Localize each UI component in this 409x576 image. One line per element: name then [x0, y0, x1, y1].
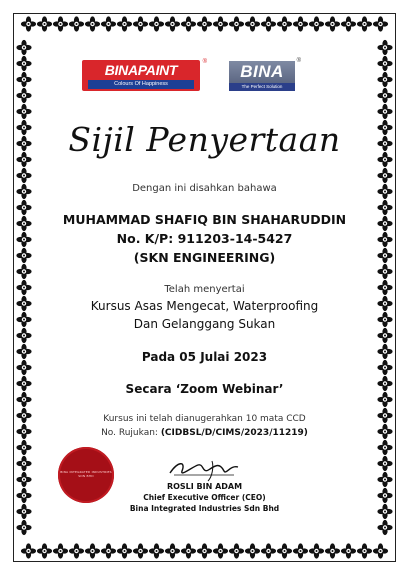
certificate-title: Sijil Penyertaan	[68, 120, 341, 159]
bina-registered-mark: ®	[296, 58, 301, 64]
signatory-company: Bina Integrated Industries Sdn Bhd	[129, 504, 280, 513]
signature-mark	[164, 455, 244, 483]
binapaint-logo	[82, 59, 207, 91]
recipient-name: MUHAMMAD SHAFIQ BIN SHAHARUDDIN	[62, 212, 347, 227]
binapaint-tagline: Colours Of Happiness	[88, 80, 194, 89]
recipient-organisation: (SKN ENGINEERING)	[133, 250, 276, 265]
recipient-id: No. K/P: 911203-14-5427	[116, 231, 293, 246]
seal-text: BINA INTEGRATED INDUSTRIES SDN BHD	[60, 470, 112, 478]
ccd-points-line: Kursus ini telah dianugerahkan 10 mata CCD	[103, 414, 306, 424]
certify-line: Dengan ini disahkan bahawa	[132, 183, 277, 194]
reference-number: (CIDBSL/D/CIMS/2023/11219)	[160, 428, 308, 438]
reference-label: No. Rujukan:	[101, 428, 161, 438]
logo-row	[0, 60, 409, 94]
binapaint-wordmark: BINAPAINT	[104, 62, 178, 78]
reference-line	[0, 428, 409, 438]
course-date: Pada 05 Julai 2023	[141, 350, 268, 364]
signatory-title: Chief Executive Officer (CEO)	[143, 493, 266, 502]
course-title-line-1: Kursus Asas Mengecat, Waterproofing	[90, 299, 319, 313]
signatory-name: ROSLI BIN ADAM	[166, 482, 243, 491]
course-title-line-2: Dan Gelanggang Sukan	[133, 317, 276, 331]
attended-line: Telah menyertai	[164, 284, 245, 295]
binapaint-registered-mark: ®	[202, 59, 207, 65]
bina-wordmark: BINA	[229, 61, 295, 83]
delivery-mode: Secara ‘Zoom Webinar’	[125, 382, 284, 396]
bina-tagline: The Perfect Solution	[229, 83, 295, 91]
bina-logo	[229, 58, 301, 92]
